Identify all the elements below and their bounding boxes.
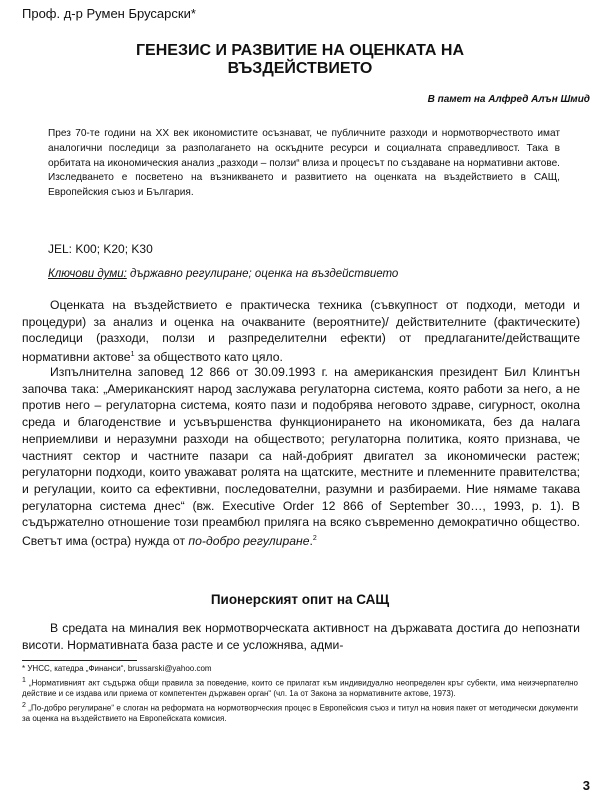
section-heading: Пионерският опит на САЩ xyxy=(210,592,390,607)
jel-codes: JEL: K00; K20; K30 xyxy=(48,242,153,256)
footnote-2 xyxy=(22,701,578,725)
para2-italic: по-добро регулиране xyxy=(188,534,310,549)
footnote-2-mark: 2 xyxy=(22,702,26,710)
abstract: През 70-те години на ХХ век икономистите осъзнават, че публичните разходи и нормотворчеството имат аналогични последици за разполагането на оскъдните ресурси и социалната справедливост. Така в орбитата на икономическия анализ „разходи – ползи“ влиза и процесът по създаване на нормативни актове. Изследването е посветено на възникването и развитието на оценката на въздействието в САЩ, Европейския съюз и България. xyxy=(48,128,560,199)
title-line-1: ГЕНЕЗИС И РАЗВИТИЕ НА ОЦЕНКАТА НА xyxy=(135,42,465,59)
footnote-2-text: „По-добро регулиране“ е слоган на реформата на нормотворческия процес в Европейския съюз и титул на новия пакет от методически документи за оценка на въздействието на Европейската комисия. xyxy=(22,703,578,724)
keywords-label: Ключови думи: xyxy=(48,268,127,280)
footnote-divider xyxy=(22,660,137,661)
author-line: Проф. д-р Румен Брусарски* xyxy=(22,6,196,21)
footnote-1-text: „Нормативният акт съдържа общи правила за поведение, които се прилагат към индивидуално неопределен кръг субекти, има неизчерпателно действие и се издава или приема от компетентен държавен орган“ (чл. 1а от Закона за нормативните актове, 1973). xyxy=(22,678,578,699)
footnote-ref-2: 2 xyxy=(312,535,317,543)
para2-text: Изпълнителна заповед 12 866 от 30.09.1993 г. на американския президент Бил Клинтън започва така: „Американският народ заслужава регулаторна система, която работи за него, а не против него – регулаторна система, която пази и подобрява неговото здраве, сигурност, околна среда и благоденствие и усъвършенства функционирането на икономиката, без да налага неприемливи и неразумни разходи на обществото; регулаторна политика, която признава, че частният сектор и частните пазари са най-добрият двигател за икономически растеж; регулаторни подходи, които уважават ролята на щатските, местните и племенните правителства; и регулации, които са ефективни, последователни, разумни и разбираеми. Ние нямаме такава регулаторна система днес“ (вж. Executive Order 12 866 of September 30…, 1993, p. 1). В съдържателно отношение този преамбюл прилягa на всяко съвременно демократично общество. Светът има (остра) нужда от xyxy=(22,365,580,549)
para1-text: Оценката на въздействието е практическа техника (съвкупност от подходи, методи и процедури) за анализ и оценка на очакваните (вероятните)/ действителните (фактическите) последици (разходи, ползи и разпределителни ефекти) от предлаганите/действащите нормативни актове xyxy=(22,298,580,365)
footnote-author: * УНСС, катедра „Финанси“, brussarski@yahoo.com xyxy=(22,664,212,673)
para1-end: за обществото като цяло. xyxy=(134,350,283,365)
footnotes xyxy=(22,664,578,726)
title-line-2: ВЪЗДЕЙСТВИЕТО xyxy=(227,60,373,77)
dedication: В памет на Алфред Алън Шмид xyxy=(427,94,590,105)
footnote-ref-1: 1 xyxy=(130,351,135,359)
page-number: 3 xyxy=(582,778,590,793)
body-paragraph-2 xyxy=(22,364,580,550)
body-paragraph-1 xyxy=(22,297,580,366)
footnote-1 xyxy=(22,676,578,700)
body-paragraph-3: В средата на миналия век нормотворческата активност на държавата достига до непознати висоти. Нормативната база расте и се усложнява, адми- xyxy=(22,621,580,652)
para2-end: . xyxy=(309,534,313,549)
article-title xyxy=(0,42,600,78)
footnote-1-mark: 1 xyxy=(22,677,26,684)
keywords xyxy=(48,268,398,280)
keywords-text: държавно регулиране; оценка на въздействието xyxy=(126,268,399,280)
